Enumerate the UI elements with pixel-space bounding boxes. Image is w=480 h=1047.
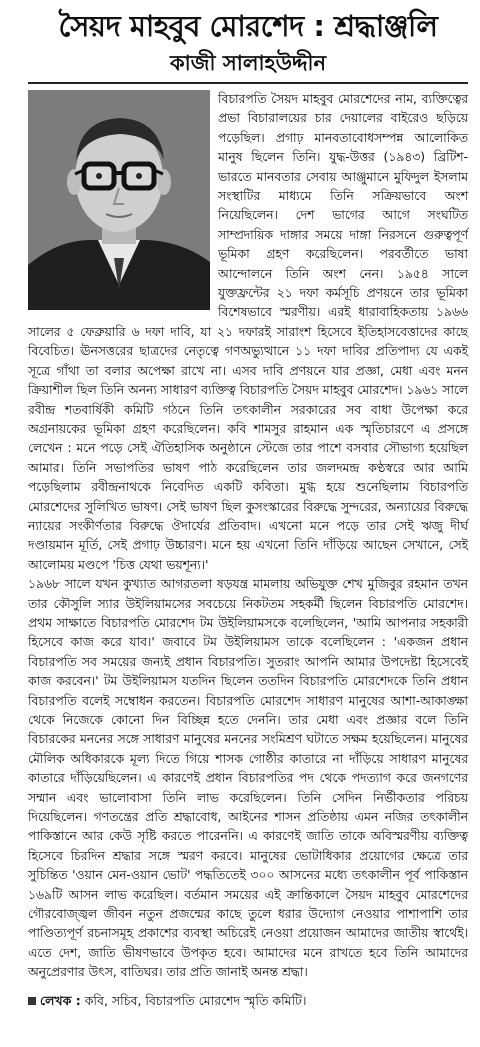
author-credit [28,991,468,1010]
author-info: কবি, সচিব, বিচারপতি মোরশেদ স্মৃতি কমিটি। [84,992,307,1008]
headline-divider [28,82,468,84]
portrait-photo [28,90,210,310]
article-byline: কাজী সালাহউদ্দীন [169,51,327,75]
article-paragraph-1: বিচারপতি সৈয়দ মাহবুব মোরশেদের নাম, ব্যক্তিত্বের প্রভা বিচারালয়ের চার দেয়ালের বাইরেও ছড়িয়ে পড়েছিল। প্রগাঢ় মানবতাবোধসম্পন্ন আলোকিত মানুষ ছিলেন তিনি। যুদ্ধ-উত্তর (১৯৪৩) ব্রিটিশ-ভারতে মানবতার সেবায় আঞ্জুমানে মুফিদুল ইসলাম সংস্থাটির মাধ্যমে তিনি সক্রিয়ভাবে অংশ নিয়েছিলেন। দেশ ভাগের আগে সংঘটিত সাম্প্রদায়িক দাঙ্গার সময়ে দাঙ্গা নিরসনে গুরুত্বপূর্ণ ভূমিকা গ্রহণ করেছিলেন। পরবর্তীতে ভাষা আন্দোলনে তিনি অংশ নেন। ১৯৫৪ সালে যুক্তফ্রন্টের ২১ দফা কর্মসূচি প্রণয়নে তার ভূমিকা বিশেষভাবে স্মরণীয়। এরই ধারাবাহিকতায় ১৯৬৬ সালের ৫ ফেব্রুয়ারি ৬ দফা দাবি, যা ২১ দফারই সারাংশ হিসেবে ইতিহাসবেত্তাদের কাছে বিবেচিত। ঊনসত্তরের ছাত্রদের নেতৃত্বে গণঅভ্যুত্থানে ১১ দফা দাবির প্রতিপাদ্য যে একই সূত্রে গাঁথা তা বলার অপেক্ষা রাখে না। এসব দাবি প্রণয়নে যার প্রজ্ঞা, মেধা এবং মনন ক্রিয়াশীল ছিল তিনি অনন্য সাধারণ ব্যক্তিত্ব বিচারপতি সৈয়দ মাহবুব মোরশেদ। ১৯৬১ সালে রবীন্দ্র শতবার্ষিকী কমিটি গঠনে তিনি তৎকালীন সরকারের সব বাধা উপেক্ষা করে অগ্রনায়কের ভূমিকা গ্রহণ করেছিলেন। কবি শামসুর রাহমান এক স্মৃতিচারণে এ প্রসঙ্গে লেখেন : মনে পড়ে সেই ঐতিহাসিক অনুষ্ঠানে স্টেজে তার পাশে বসবার সৌভাগ্য হয়েছিল আমার। তিনি সভাপতির ভাষণ পাঠ করেছিলেন তার জলদমন্দ্র কণ্ঠস্বরে আর আমি পড়েছিলাম রবীন্দ্রনাথকে নিবেদিত একটি কবিতা। মুগ্ধ হয়ে শুনেছিলাম বিচারপতি মোরশেদের সুলিখিত ভাষণ। সেই ভাষণ ছিল কুসংস্কারের বিরুদ্ধে সুন্দরের, অন্যায়ের বিরুদ্ধে ন্যায়ের সংকীর্ণতার বিরুদ্ধে ঔদার্যের প্রতিবাদ। এখনো মনে পড়ে তার সেই ঋজু দীর্ঘ দণ্ডায়মান মূর্তি, সেই প্রগাঢ় উচ্চারণ। মনে হয় এখনো তিনি দাঁড়িয়ে আছেন সেখানে, সেই আলোময় মণ্ডপে 'চিত্ত যেথা ভয়শূন্য।' [28,92,468,572]
article-body [28,90,468,1010]
article-paragraph-2: ১৯৬৮ সালে যখন কুখ্যাত আগরতলা ষড়যন্ত্র মামলায় অভিযুক্ত শেখ মুজিবুর রহমান তখন তার কৌসুলি স্যার উইলিয়ামসের সবচেয়ে নিকটতম সহকর্মী ছিলেন বিচারপতি মোরশেদ। প্রথম সাক্ষাতে বিচারপতি মোরশেদ টম উইলিয়ামসকে বলেছিলেন, 'আমি আপনার সহকারী হিসেবে কাজ করে যাব।' জবাবে টম উইলিয়ামস তাকে বলেছিলেন : 'একজন প্রধান বিচারপতি সব সময়ের জন্যই প্রধান বিচারপতি। সুতরাং আপনি আমার উপদেষ্টা হিসেবেই কাজ করবেন।' টম উইলিয়ামস যতদিন ছিলেন ততদিন বিচারপতি মোরশেদকে তিনি প্রধান বিচারপতি বলেই সম্বোধন করতেন। বিচারপতি মোরশেদ সাধারণ মানুষের আশা-আকাঙ্ক্ষা থেকে নিজেকে কোনো দিন বিচ্ছিন্ন হতে দেননি। তার মেধা এবং প্রজ্ঞার বলে তিনি বিচারকের মননের সঙ্গে সাধারণ মানুষের মননের সংমিশ্রণ ঘটাতে সক্ষম হয়েছিলেন। মানুষের মৌলিক অধিকারকে মূল্য দিতে গিয়ে শাসক গোষ্ঠীর কাতারে না দাঁড়িয়ে সাধারণ মানুষের কাতারে দাঁড়িয়েছিলেন। এ কারণেই প্রধান বিচারপতির পদ থেকে পদত্যাগ করে জনগণের সম্মান এবং ভালোবাসা তিনি লাভ করেছিলেন। তিনি সেদিন নির্ভীকতার পরিচয় দিয়েছিলেন। গণতন্ত্রের প্রতি শ্রদ্ধাবোধ, আইনের শাসন প্রতিষ্ঠায় এমন নজির তৎকালীন পাকিস্তানে আর কেউ সৃষ্টি করতে পারেননি। এ কারণেই জাতি তাকে অবিস্মরণীয় ব্যক্তিত্ব হিসেবে চিরদিন শ্রদ্ধার সঙ্গে স্মরণ করবে। মানুষের ভোটাধিকার প্রয়োগের ক্ষেত্রে তার সুচিন্তিত 'ওয়ান মেন-ওয়ান ভোট' পদ্ধতিতেই ৩০০ আসনের মধ্যে তৎকালীন পূর্ব পাকিস্তান ১৬৯টি আসন লাভ করেছিল। বর্তমান সময়ের এই ক্রান্তিকালে সৈয়দ মাহবুব মোরশেদের গৌরবোজ্জ্বল জীবন নতুন প্রজন্মের কাছে তুলে ধরার উদ্যোগ নেওয়ার পাশাপাশি তার পাণ্ডিত্যপূর্ণ রচনাসমূহ প্রকাশের ব্যবস্থা অচিরেই নেওয়া প্রয়োজন আমাদের জাতীয় স্বার্থেই। এতে দেশ, জাতি ভীষণভাবে উপকৃত হবে। আমাদের মনে রাখতে হবে তিনি আমাদের অনুপ্রেরণার উৎস, বাতিঘর। তার প্রতি জানাই অনন্ত শ্রদ্ধা। [28,577,468,980]
portrait-illustration [28,90,210,310]
author-label: লেখক : [40,992,81,1008]
square-bullet-icon [28,997,36,1005]
article-headline: সৈয়দ মাহবুব মোরশেদ : শ্রদ্ধাঞ্জলি [58,9,438,43]
